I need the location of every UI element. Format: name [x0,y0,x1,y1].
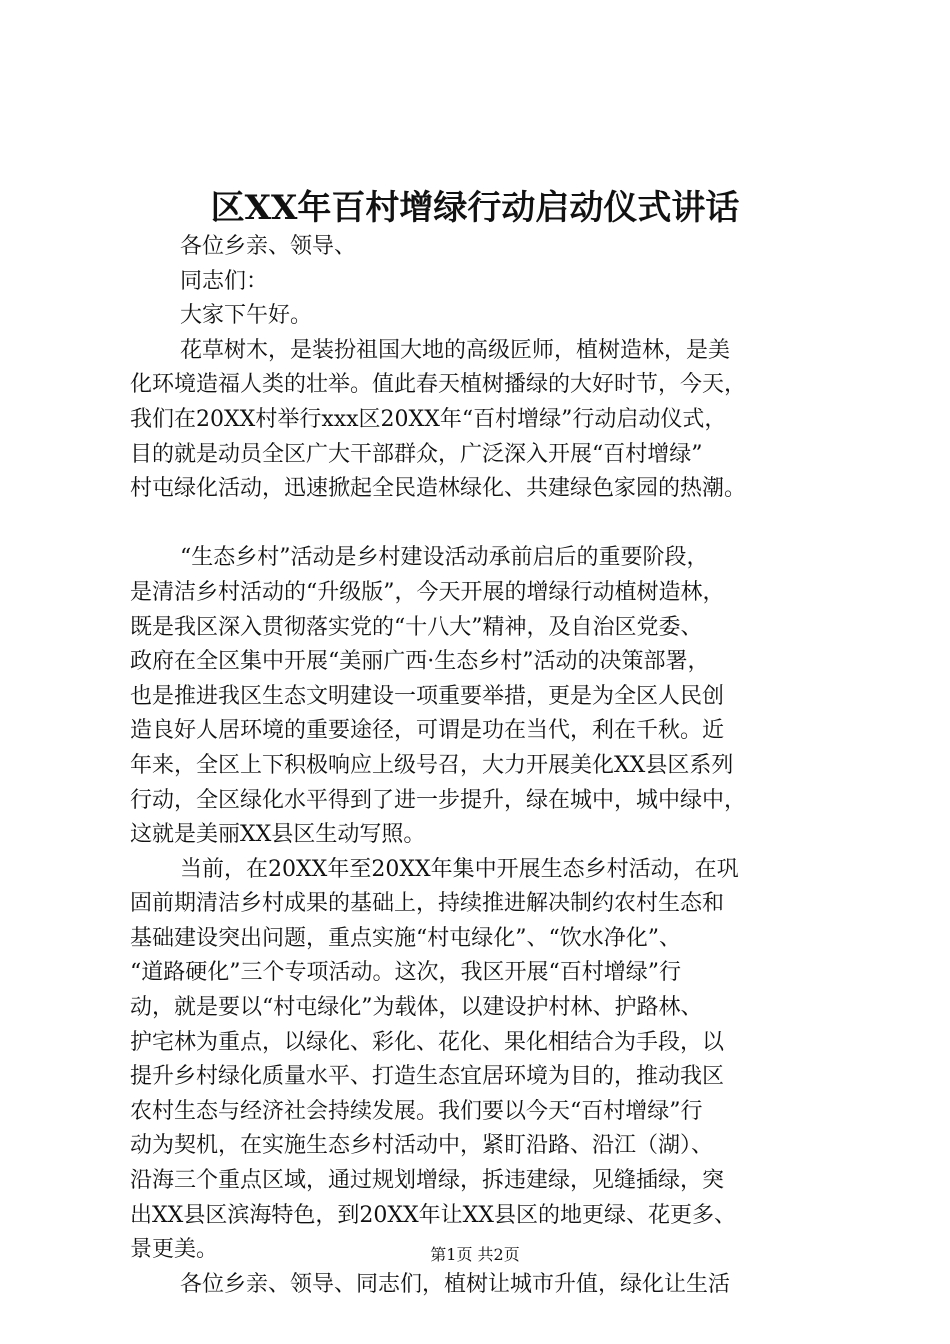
paragraph-line: 固前期清洁乡村成果的基础上，持续推进解决制约农村生态和 [130,891,725,917]
paragraph-line: 沿海三个重点区域，通过规划增绿，拆违建绿，见缝插绿，突 [130,1168,725,1194]
paragraph-line: 动，就是要以“村屯绿化”为载体，以建设护村林、护路林、 [130,995,703,1021]
greeting-line: 大家下午好。 [180,303,313,329]
paragraph-line: 各位乡亲、领导、同志们，植树让城市升值，绿化让生活 [180,1271,731,1297]
paragraph-spacer [130,507,840,542]
salutation-line: 各位乡亲、领导、 [180,234,357,259]
paragraph-line: 当前，在20XX年至20XX年集中开展生态乡村活动，在巩 [180,856,739,882]
salutation-line: 同志们： [180,268,269,294]
paragraph-line: 景更美。 [130,1237,219,1263]
paragraph-line: 年来，全区上下积极响应上级号召，大力开展美化XX县区系列 [130,752,734,778]
document-title: 区XX年百村增绿行动启动仪式讲话 [210,188,740,228]
paragraph-line: 花草树木，是装扮祖国大地的高级匠师，植树造林，是美 [180,337,731,363]
paragraph-line: 既是我区深入贯彻落实党的“十八大”精神，及自治区党委、 [130,614,703,640]
paragraph-line: 动为契机，在实施生态乡村活动中，紧盯沿路、沿江（湖）、 [130,1133,714,1159]
paragraph-line: 是清洁乡村活动的“升级版”，今天开展的增绿行动植树造林， [130,579,725,605]
paragraph-line: 造良好人居环境的重要途径，可谓是功在当代，利在千秋。近 [130,718,725,744]
paragraph-line: 这就是美丽XX县区生动写照。 [130,822,426,848]
paragraph-line: 我们在20XX村举行xxx区20XX年“百村增绿”行动启动仪式， [130,406,727,432]
paragraph-line: 出XX县区滨海特色，到20XX年让XX县区的地更绿、花更多、 [130,1202,736,1228]
paragraph-line: 农村生态与经济社会持续发展。我们要以今天“百村增绿”行 [130,1098,703,1124]
paragraph-line: 行动，全区绿化水平得到了进一步提升，绿在城中，城中绿中， [130,787,747,813]
document-body [130,230,840,1302]
paragraph-line: “生态乡村”活动是乡村建设活动承前启后的重要阶段， [180,545,709,571]
paragraph-line: 化环境造福人类的壮举。值此春天植树播绿的大好时节，今天， [130,372,747,398]
paragraph-line: 护宅林为重点，以绿化、彩化、花化、果化相结合为手段，以 [130,1029,725,1055]
paragraph-line: 政府在全区集中开展“美丽广西·生态乡村”活动的决策部署， [130,649,710,675]
paragraph-line: 也是推进我区生态文明建设一项重要举措，更是为全区人民创 [130,683,725,709]
paragraph-line: 基础建设突出问题，重点实施“村屯绿化”、“饮水净化”、 [130,925,681,951]
page-number-footer: 第1页 共2页 [430,1245,520,1264]
paragraph-line: 村屯绿化活动，迅速掀起全民造林绿化、共建绿色家园的热潮。 [130,476,747,502]
paragraph-line: 提升乡村绿化质量水平、打造生态宜居环境为目的，推动我区 [130,1064,725,1090]
paragraph-line: “道路硬化”三个专项活动。这次，我区开展“百村增绿”行 [130,960,681,986]
paragraph-line: 目的就是动员全区广大干部群众，广泛深入开展“百村增绿” [130,441,703,467]
